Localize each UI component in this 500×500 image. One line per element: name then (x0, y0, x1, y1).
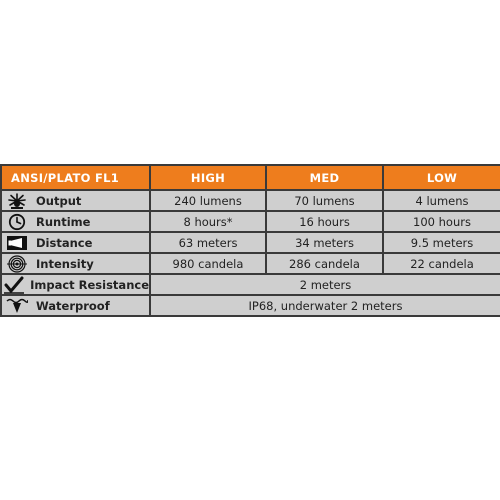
beam-distance-icon (2, 235, 32, 251)
cell-distance-high: 63 meters (150, 232, 266, 253)
row-label: Output (36, 193, 82, 208)
clock-icon (2, 213, 32, 231)
cell-distance-med: 34 meters (266, 232, 383, 253)
row-distance (1, 232, 500, 253)
row-label-cell (1, 295, 150, 316)
row-runtime (1, 211, 500, 232)
cell-intensity-low: 22 candela (383, 253, 500, 274)
cell-distance-low: 9.5 meters (383, 232, 500, 253)
header-low: LOW (383, 165, 500, 190)
target-rings-icon (2, 255, 32, 273)
row-label-cell (1, 274, 150, 295)
header-med: MED (266, 165, 383, 190)
row-output (1, 190, 500, 211)
row-label-cell (1, 190, 150, 211)
cell-runtime-med: 16 hours (266, 211, 383, 232)
cell-intensity-med: 286 candela (266, 253, 383, 274)
row-label: Distance (36, 235, 93, 250)
cell-output-high: 240 lumens (150, 190, 266, 211)
row-label: Impact Resistance (30, 277, 149, 292)
spec-table (0, 164, 500, 317)
row-label: Intensity (36, 256, 94, 271)
header-standard: ANSI/PLATO FL1 (1, 165, 150, 190)
water-submerge-icon (2, 297, 32, 315)
header-row (1, 165, 500, 190)
cell-waterproof-value: IP68, underwater 2 meters (150, 295, 500, 316)
cell-runtime-low: 100 hours (383, 211, 500, 232)
cell-runtime-high: 8 hours* (150, 211, 266, 232)
row-intensity (1, 253, 500, 274)
row-label-cell (1, 232, 150, 253)
header-high: HIGH (150, 165, 266, 190)
cell-impact-value: 2 meters (150, 274, 500, 295)
impact-drop-icon (2, 276, 26, 294)
sunburst-output-icon (2, 192, 32, 210)
row-impact-resistance (1, 274, 500, 295)
row-label: Runtime (36, 214, 91, 229)
cell-output-low: 4 lumens (383, 190, 500, 211)
cell-output-med: 70 lumens (266, 190, 383, 211)
row-label: Waterproof (36, 298, 110, 313)
row-waterproof (1, 295, 500, 316)
row-label-cell (1, 211, 150, 232)
row-label-cell (1, 253, 150, 274)
cell-intensity-high: 980 candela (150, 253, 266, 274)
